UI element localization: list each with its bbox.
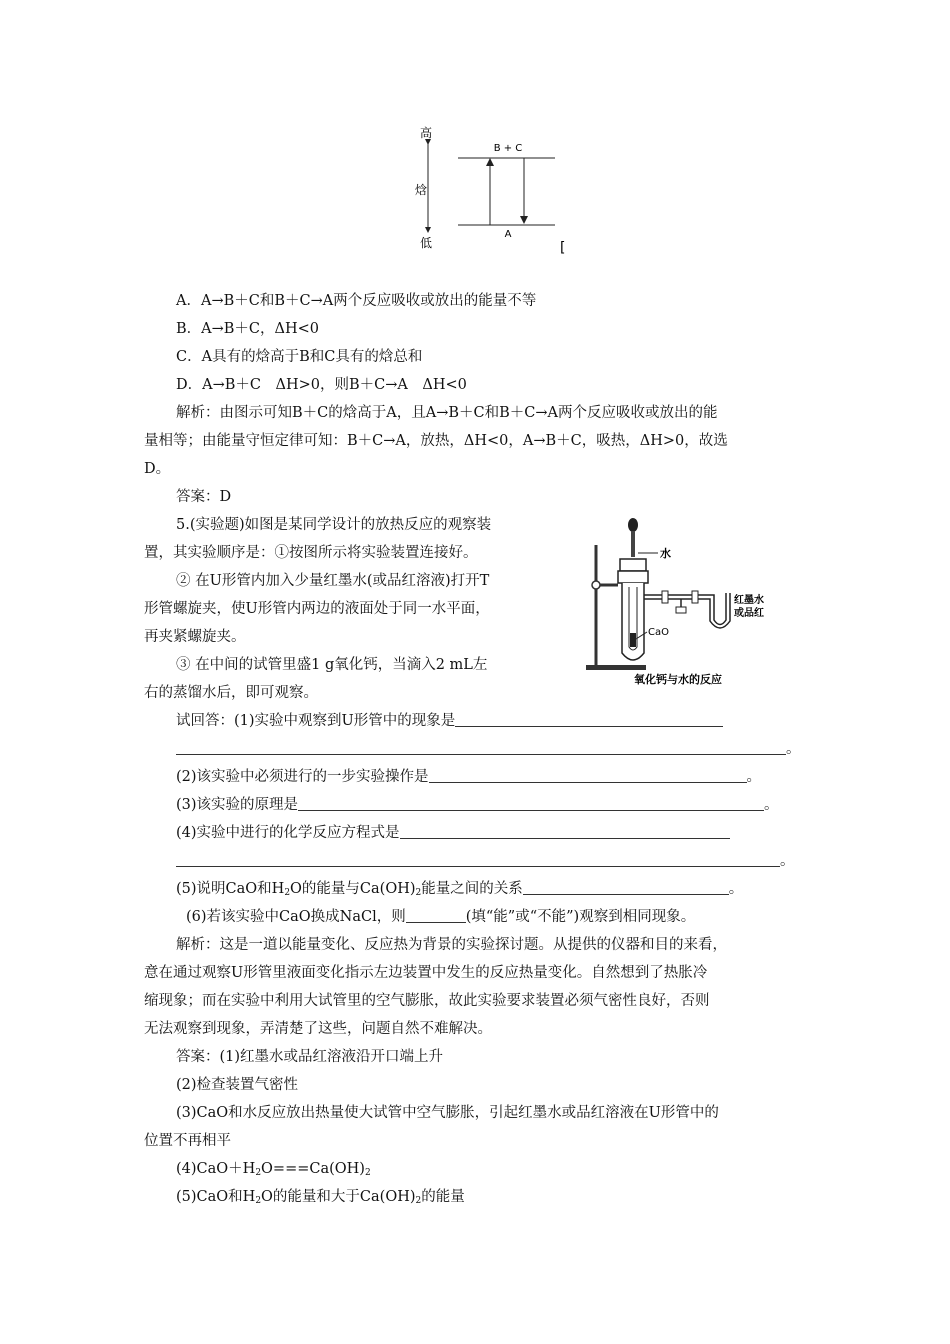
answer-blank-1a[interactable] [455,712,723,727]
axis-bottom-label: 低 [419,236,433,250]
enthalpy-diagram [410,120,580,260]
answer2-2: (2)检查装置气密性 [176,1077,299,1093]
question-4-text: (4)实验中进行的化学反应方程式是 [176,825,400,841]
answer2-5-b: O的能量和大于Ca(OH) [261,1189,416,1205]
label-ink-2: 或品红 [734,608,764,619]
question-5-end: 。 [728,881,744,897]
answer2-3-line-2: 位置不再相平 [144,1133,231,1149]
label-ink-1: 红墨水 [734,595,764,606]
analysis1-line-1: 解析：由图示可知B＋C的焓高于A，且A→B＋C和B＋C→A两个反应吸收或放出的能 [176,405,718,421]
label-water: 水 [660,547,671,560]
q5-line-7: 右的蒸馏水后，即可观察。 [144,685,318,701]
question-6 [186,907,695,927]
question-5-text-c: 能量之间的关系 [421,881,523,897]
answer2-4 [176,1159,371,1183]
answer-blank-5[interactable] [523,880,729,895]
analysis2-line-3: 缩现象；而在实验中利用大试管里的空气膨胀，故此实验要求装置必须气密性良好，否则 [144,993,710,1009]
option-c: C．A具有的焓高于B和C具有的焓总和 [176,349,423,365]
q5-line-2: 置，其实验顺序是：①按图所示将实验装置连接好。 [144,545,478,561]
question-3-end: 。 [764,797,779,813]
q5-line-3: ② 在U形管内加入少量红墨水(或品红溶液)打开T [176,573,490,589]
question-1 [176,711,723,731]
question-3-text: (3)该实验的原理是 [176,797,299,813]
answer2-3-line-1: (3)CaO和水反应放出热量使大试管中空气膨胀，引起红墨水或品红溶液在U形管中的 [176,1105,719,1121]
answer-blank-6[interactable] [406,908,466,923]
apparatus-figure [578,515,778,690]
question-4-cont [176,851,795,871]
lower-level-label: A [504,229,512,240]
upper-level-label: B + C [493,143,523,154]
question-6-text-a: (6)若该实验中CaO换成NaCl，则 [186,909,406,925]
label-cao: CaO [648,627,669,638]
axis-mid-label: 焓 [414,183,428,197]
answer2-5-sub: 2 [255,1196,262,1206]
question-1-cont [176,739,801,759]
question-5-sub: 2 [284,888,291,898]
analysis2-line-4: 无法观察到现象，弄清楚了这些，问题自然不难解决。 [144,1021,492,1037]
answer-blank-2[interactable] [429,768,747,783]
question-4-end: 。 [780,853,795,869]
answer2-4-sub: 2 [255,1168,262,1178]
question-4 [176,823,730,843]
answer2-5-c: 的能量 [421,1189,465,1205]
question-2 [176,767,761,787]
question-2-end: 。 [746,769,762,785]
option-d: D．A→B＋C ΔH>0，则B＋C→A ΔH<0 [176,377,467,393]
question-2-text: (2)该实验中必须进行的一步实验操作是 [176,769,429,785]
q5-line-4: 形管螺旋夹，使U形管内两边的液面处于同一水平面， [144,601,490,617]
axis-top-label: 高 [419,126,433,140]
answer2-1: 答案：(1)红墨水或品红溶液沿开口端上升 [176,1049,444,1065]
answer-blank-4b[interactable] [176,852,780,867]
analysis2-line-2: 意在通过观察U形管里液面变化指示左边装置中发生的反应热量变化。自然想到了热胀冷 [144,965,708,981]
analysis2-line-1: 解析：这是一道以能量变化、反应热为背景的实验探讨题。从提供的仪器和目的来看， [176,937,727,953]
answer-blank-4a[interactable] [400,824,730,839]
analysis1-line-3: D。 [144,461,171,477]
q5-line-5: 再夹紧螺旋夹。 [144,629,246,645]
answer2-5-sub2: 2 [415,1196,422,1206]
answer2-5-a: (5)CaO和H [176,1189,256,1205]
option-b: B．A→B＋C，ΔH<0 [176,321,320,337]
answer-blank-1b[interactable] [176,740,786,755]
figure-caption: 氧化钙与水的反应 [634,673,722,686]
q5-line-6: ③ 在中间的试管里盛1 g氧化钙，当滴入2 mL左 [176,657,488,673]
question-3 [176,795,779,815]
answer2-4-sub2: 2 [364,1168,371,1178]
option-a: A．A→B＋C和B＋C→A两个反应吸收或放出的能量不等 [176,293,537,309]
question-5 [176,879,743,903]
answer2-5 [176,1187,465,1211]
question-5-text-b: O的能量与Ca(OH) [290,881,416,897]
answer2-4-b: O===Ca(OH) [261,1161,365,1177]
answer2-4-a: (4)CaO＋H [176,1161,256,1177]
q5-line-1: 5.(实验题)如图是某同学设计的放热反应的观察装 [176,517,492,533]
question-5-sub2: 2 [415,888,422,898]
question-1-end: 。 [786,741,801,757]
answer-blank-3[interactable] [298,796,764,811]
analysis1-line-2: 量相等；由能量守恒定律可知：B＋C→A，放热，ΔH<0，A→B＋C，吸热，ΔH>0，故选 [144,433,728,449]
bracket-mark: [ [560,240,566,256]
question-1-text: 试回答：(1)实验中观察到U形管中的现象是 [176,713,456,729]
answer1: 答案：D [176,489,232,505]
question-6-text-b: (填“能”或“不能”)观察到相同现象。 [465,909,696,925]
question-5-text-a: (5)说明CaO和H [176,881,285,897]
